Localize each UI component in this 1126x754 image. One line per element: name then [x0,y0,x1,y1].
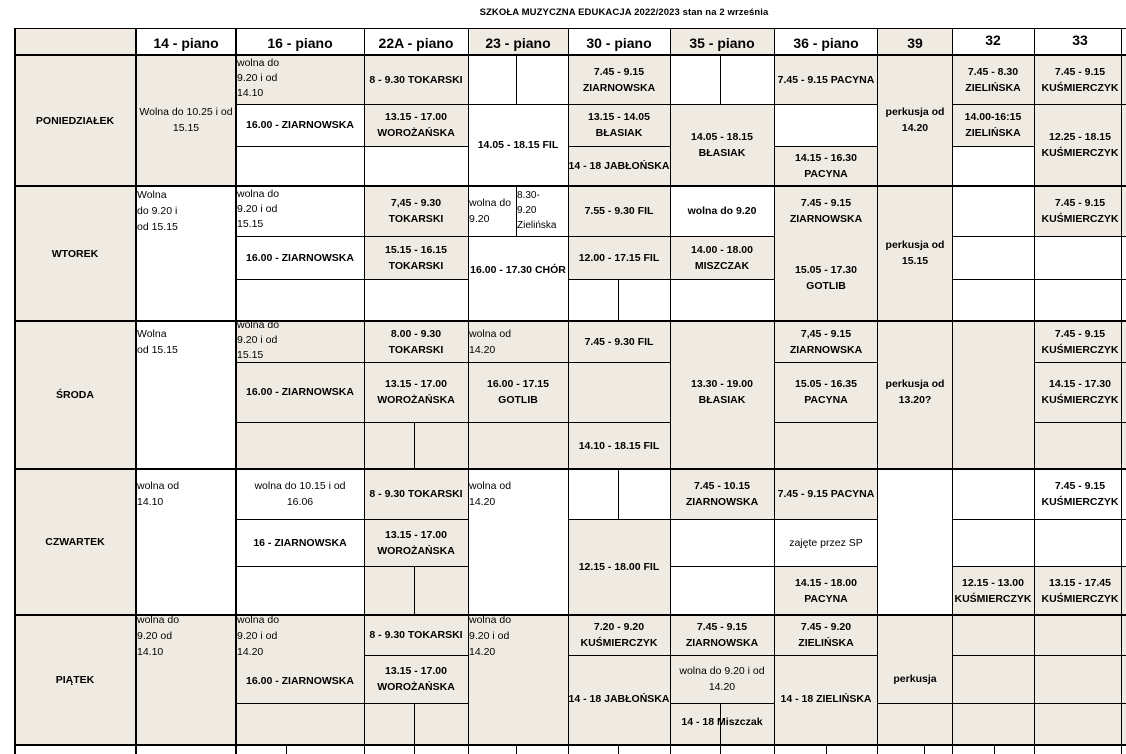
grid-line [568,28,569,754]
grid-line [952,104,1126,105]
grid-line [516,186,517,236]
schedule-cell: 13.30 - 19.00 BŁASIAK [691,378,753,406]
grid-line [135,28,137,754]
schedule-cell: zajęte przez SP [789,536,863,549]
schedule-cell: 7,45 - 9.30 TOKARSKI [388,197,444,225]
schedule-cell: 7,45 - 9.15 ZIARNOWSKA [789,327,863,356]
grid-line [670,28,671,754]
grid-line [568,279,774,280]
schedule-cell: 7.45 - 9.15 PACYNA [777,488,875,500]
schedule-cell: 7.45 - 10.15 ZIARNOWSKA [685,480,759,508]
grid-line [414,745,415,754]
schedule-cell: 7.45 - 9.20 ZIELIŃSKA [798,621,854,649]
schedule-cell: 8 - 9.30 TOKARSKI [369,629,463,641]
schedule-cell: 16 - ZIARNOWSKA [253,536,347,549]
grid-line [1034,362,1126,363]
schedule-cell: wolna do 9.20 [469,197,512,225]
schedule-cell: 12.25 - 18.15 KUŚMIERCZYK [1041,131,1119,159]
schedule-cell: 14.15 - 16.30 PACYNA [795,152,857,180]
schedule-cell: 12.15 - 13.00 KUŚMIERCZYK [954,576,1032,605]
grid-line [877,28,878,754]
grid-line [774,28,775,754]
grid-line [236,279,468,280]
schedule-cell: 7.45 - 9.15 KUŚMIERCZYK [1041,327,1119,356]
schedule-cell: 7.45 - 9.15 ZIARNOWSKA [789,197,863,225]
grid-line [236,362,670,363]
grid-line [568,104,670,105]
schedule-cell: perkusja od 13.20? [885,378,945,406]
schedule-cell: 16.00 - ZIARNOWSKA [246,251,354,264]
column-header-32: 32 [985,32,1001,48]
schedule-cell: wolna od 14.20 [469,328,512,356]
grid-line [14,614,1126,616]
grid-line [236,146,468,147]
column-header-30: 30 - piano [586,35,652,51]
column-header-39: 39 [907,35,923,51]
grid-line [568,655,878,656]
day-label-wednesday: ŚRODA [56,389,94,401]
grid-line [774,104,878,105]
grid-line [14,744,1126,746]
schedule-cell: 14.00 - 18.00 MISZCZAK [691,243,753,272]
schedule-cell: 14 - 18 Miszczak [681,715,763,728]
grid-line [236,703,468,704]
grid-line [670,104,774,105]
schedule-cell: wolna od 14.10 [137,480,180,508]
grid-line [414,703,415,745]
grid-line [952,28,953,754]
schedule-cell: 14 - 18 ZIELIŃSKA [780,693,872,705]
schedule-cell: 14.10 - 18.15 FIL [578,439,660,452]
schedule-cell: 8 - 9.30 TOKARSKI [369,488,463,500]
grid-line [952,655,1126,656]
schedule-cell: 7.45 - 9.15 ZIARNOWSKA [685,621,759,649]
grid-line [952,519,1126,520]
grid-line [236,566,468,567]
schedule-cell: 7.45 - 9.15 KUŚMIERCZYK [1041,65,1119,94]
grid-line [286,745,287,754]
grid-line [236,422,670,423]
schedule-cell: 13.15 - 17.00 WOROŻAŃSKA [377,528,455,557]
grid-line [468,28,469,754]
schedule-cell: 16.00 - ZIARNOWSKA [246,674,354,687]
schedule-cell: wolna do 9.20 i od 14.20 [237,614,280,658]
grid-line [618,745,619,754]
schedule-cell: wolna do 9.20 i od 15.15 [237,188,280,230]
grid-line [236,519,468,520]
grid-line [236,104,468,105]
column-header-14: 14 - piano [153,35,219,51]
schedule-cell: 7.45 - 9.15 KUŚMIERCZYK [1041,480,1119,508]
schedule-cell: 16.00 - ZIARNOWSKA [246,386,354,398]
grid-line [1034,28,1035,754]
schedule-cell: 16.00 - ZIARNOWSKA [246,119,354,131]
grid-line [618,279,619,321]
schedule-cell: Wolna od 15.15 [137,328,178,356]
schedule-cell: wolna do 9.20 i od 14.20 [679,665,765,693]
grid-line [670,703,774,704]
grid-line [236,236,774,237]
schedule-cell: 7.45 - 9.15 PACYNA [777,73,875,86]
schedule-cell: perkusja [893,673,937,685]
grid-line [14,54,1126,56]
schedule-cell: 15.05 - 16.35 PACYNA [795,378,857,406]
grid-line [774,422,878,423]
grid-line [14,28,1126,29]
schedule-cell: 15.05 - 17.30 GOTLIB [795,264,857,292]
schedule-cell: 7.45 - 8.30 ZIELIŃSKA [965,65,1021,94]
grid-line [364,28,365,754]
schedule-cell: 13.15 - 17.00 WOROŻAŃSKA [377,665,455,693]
grid-line [516,745,517,754]
grid-line [14,468,1126,470]
schedule-cell: perkusja od 15.15 [885,239,945,267]
schedule-cell: 7.45 - 9.15 ZIARNOWSKA [582,65,656,94]
day-label-tuesday: WTOREK [51,247,99,260]
schedule-cell: 7.45 - 9.30 FIL [584,335,654,348]
header-corner [14,29,136,55]
grid-line [516,55,517,104]
column-header-16: 16 - piano [267,35,333,51]
grid-line [774,362,878,363]
schedule-cell: Wolna do 9.20 i od 15.15 [137,189,178,233]
schedule-cell: 14.05 - 18.15 FIL [477,139,559,151]
grid-line [364,655,468,656]
schedule-cell: wolna do 9.20 i od 14.10 [237,57,280,99]
schedule-cell: 13.15 - 17.00 WOROŻAŃSKA [377,378,455,406]
grid-line [14,320,1126,322]
cell-bg [1034,615,1126,745]
grid-line [468,104,568,105]
day-label-friday: PIĄTEK [55,674,95,686]
grid-line [952,566,1126,567]
schedule-cell: 14.15 - 18.00 PACYNA [795,576,857,605]
schedule-cell: wolna do 9.20 i od 15.15 [237,319,280,361]
day-label-monday: PONIEDZIAŁEK [35,114,115,127]
grid-line [952,236,1126,237]
schedule-cell: 8.30- 9.20 Zielińska [517,190,557,231]
grid-line [1034,422,1126,423]
schedule-cell: 8.00 - 9.30 TOKARSKI [388,327,444,356]
schedule-cell: 15.15 - 16.15 TOKARSKI [385,243,447,272]
cell-bg [952,615,1034,745]
schedule-cell: wolna do 9.20 od 14.10 [137,614,180,658]
grid-line [414,566,415,615]
schedule-cell: wolna do 9.20 i od 14.20 [469,614,512,658]
schedule-cell: 7.20 - 9.20 KUŚMIERCZYK [580,621,658,649]
page-title: SZKOŁA MUZYCZNA EDUKACJA 2022/2023 stan na 2 września [479,7,769,18]
schedule-cell: 13.15 - 17.00 WOROŻAŃSKA [377,111,455,139]
schedule-cell: 13.15 - 14.05 BŁASIAK [588,111,650,139]
grid-line [952,279,1126,280]
schedule-cell: 16.00 - 17.15 GOTLIB [487,378,549,406]
schedule-cell: 14.15 - 17.30 KUŚMIERCZYK [1041,378,1119,406]
schedule-cell: wolna od 14.20 [469,480,512,508]
grid-line [952,146,1034,147]
grid-line [1121,28,1122,754]
grid-line [720,745,721,754]
schedule-cell: 8 - 9.30 TOKARSKI [369,73,463,86]
column-header-22a: 22A - piano [378,35,454,51]
grid-line [774,146,878,147]
column-header-23: 23 - piano [485,35,551,51]
grid-line [14,185,1126,187]
schedule-cell: 14 - 18 JABŁOŃSKA [568,160,670,172]
schedule-cell: 7.55 - 9.30 FIL [584,205,654,217]
day-label-thursday: CZWARTEK [45,536,105,548]
schedule-cell: 14.05 - 18.15 BŁASIAK [691,131,753,159]
grid-line [568,519,878,520]
schedule-cell: 7.45 - 9.15 KUŚMIERCZYK [1041,197,1119,225]
grid-line [568,146,670,147]
grid-line [826,745,827,754]
grid-line [994,745,995,754]
grid-line [235,28,237,754]
column-header-35: 35 - piano [689,35,755,51]
column-header-36: 36 - piano [793,35,859,51]
schedule-cell: 16.00 - 17.30 CHÓR [470,264,566,276]
grid-line [924,745,925,754]
column-header-33: 33 [1072,32,1088,48]
grid-line [14,28,16,754]
grid-line [878,703,1126,704]
schedule-cell: wolna do 9.20 [687,205,757,217]
cell-bg [952,321,1034,469]
schedule-cell: 13.15 - 17.45 KUŚMIERCZYK [1041,576,1119,605]
grid-line [414,422,415,469]
schedule-cell: 14 - 18 JABŁOŃSKA [568,693,670,705]
schedule-cell: 12.15 - 18.00 FIL [578,561,660,573]
schedule-cell: wolna do 10.15 i od 16.06 [254,480,346,508]
schedule-cell: perkusja od 14.20 [885,106,945,134]
schedule-cell: Wolna do 10.25 i od 15.15 [139,106,233,134]
grid-line [618,469,619,519]
grid-line [720,703,721,745]
schedule-cell: 12.00 - 17.15 FIL [578,251,660,264]
grid-line [720,55,721,104]
schedule-cell: 14.00-16:15 ZIELIŃSKA [964,111,1022,139]
